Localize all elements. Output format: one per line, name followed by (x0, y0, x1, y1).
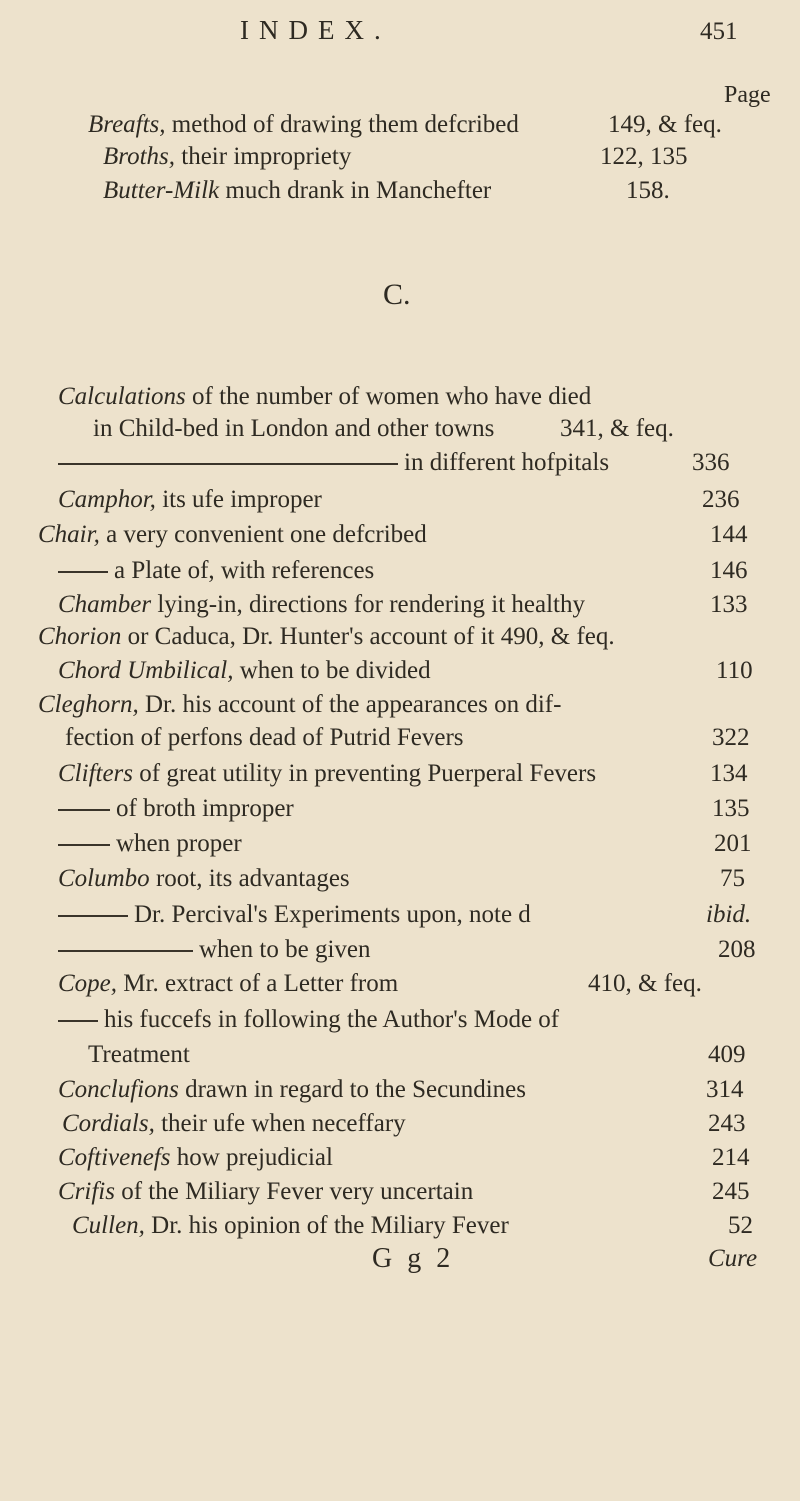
entry-chamber: Chamber lying-in, directions for rendering it healthy (58, 591, 585, 618)
entry-subline: when to be given (58, 935, 370, 965)
entry-ref: 158. (626, 177, 670, 204)
entry-chorion: Chorion or Caduca, Dr. Hunter's account of it 490, & feq. (38, 623, 615, 650)
entry-ref: 149, & feq. (608, 111, 722, 138)
entry-ref: 236 (702, 486, 740, 513)
entry-ref: 110 (716, 657, 753, 684)
entry-camphor: Camphor, its ufe improper (58, 486, 322, 513)
entry-columbo: Columbo root, its advantages (58, 865, 350, 892)
entry-subline: in Child-bed in London and other towns (93, 415, 495, 442)
running-head: INDEX. (240, 15, 391, 45)
entry-subline: a Plate of, with references (58, 556, 374, 586)
section-letter: C. (383, 278, 411, 311)
page-column-label: Page (724, 82, 771, 108)
entry-ref: 214 (712, 1144, 750, 1171)
entry-ref: 75 (720, 865, 745, 892)
entry-conclusions: Conclufions drawn in regard to the Secundines (58, 1076, 526, 1103)
entry-crisis: Crifis of the Miliary Fever very uncertain (58, 1178, 474, 1205)
entry-ref: 144 (710, 521, 748, 548)
entry-cordials: Cordials, their ufe when neceffary (62, 1110, 406, 1137)
entry-ref: 322 (712, 724, 750, 751)
entry-ref: 409 (708, 1041, 746, 1068)
entry-ref: 133 (710, 591, 748, 618)
entry-ref: ibid. (706, 901, 752, 928)
entry-clisters: Clifters of great utility in preventing Puerperal Fevers (58, 760, 597, 787)
entry-ref: 243 (708, 1110, 746, 1137)
entry-ref: 314 (706, 1076, 744, 1103)
entry-cleghorn: Cleghorn, Dr. his account of the appearances on dif- (38, 691, 562, 718)
entry-ref: 336 (692, 449, 730, 476)
entry-subline: in different hofpitals (58, 448, 609, 478)
entry-chair: Chair, a very convenient one defcribed (38, 521, 427, 548)
entry-chord: Chord Umbilical, when to be divided (58, 657, 431, 684)
entry-subline: Dr. Percival's Experiments upon, note d (58, 900, 531, 930)
entry-broths: Broths, their impropriety (103, 143, 352, 170)
entry-butter-milk: Butter-Milk much drank in Manchefter (103, 177, 492, 204)
entry-breasts: Breafts, method of drawing them defcribed (88, 111, 519, 138)
signature-mark: G g 2 (372, 1243, 455, 1274)
entry-ref: 134 (710, 760, 748, 787)
entry-subline: fection of perfons dead of Putrid Fevers (65, 724, 464, 751)
entry-subline: of broth improper (58, 794, 294, 824)
entry-costiveness: Coftivenefs how prejudicial (58, 1144, 333, 1171)
entry-cullen: Cullen, Dr. his opinion of the Miliary Fever (72, 1212, 509, 1239)
entry-cope: Cope, Mr. extract of a Letter from (58, 970, 399, 997)
page-number: 451 (700, 18, 738, 45)
entry-ref: 341, & feq. (560, 415, 674, 442)
entry-subline: Treatment (88, 1041, 190, 1068)
catchword: Cure (708, 1245, 758, 1272)
entry-ref: 410, & feq. (588, 970, 702, 997)
entry-subline: his fuccefs in following the Author's Mode of (58, 1005, 559, 1035)
entry-ref: 208 (718, 936, 756, 963)
entry-ref: 122, 135 (600, 143, 688, 170)
entry-ref: 245 (712, 1178, 750, 1205)
entry-ref: 201 (714, 830, 752, 857)
entry-ref: 52 (728, 1212, 753, 1239)
entry-calculations: Calculations of the number of women who have died (58, 383, 592, 410)
entry-ref: 135 (712, 795, 750, 822)
entry-subline: when proper (58, 829, 242, 859)
entry-ref: 146 (710, 557, 748, 584)
